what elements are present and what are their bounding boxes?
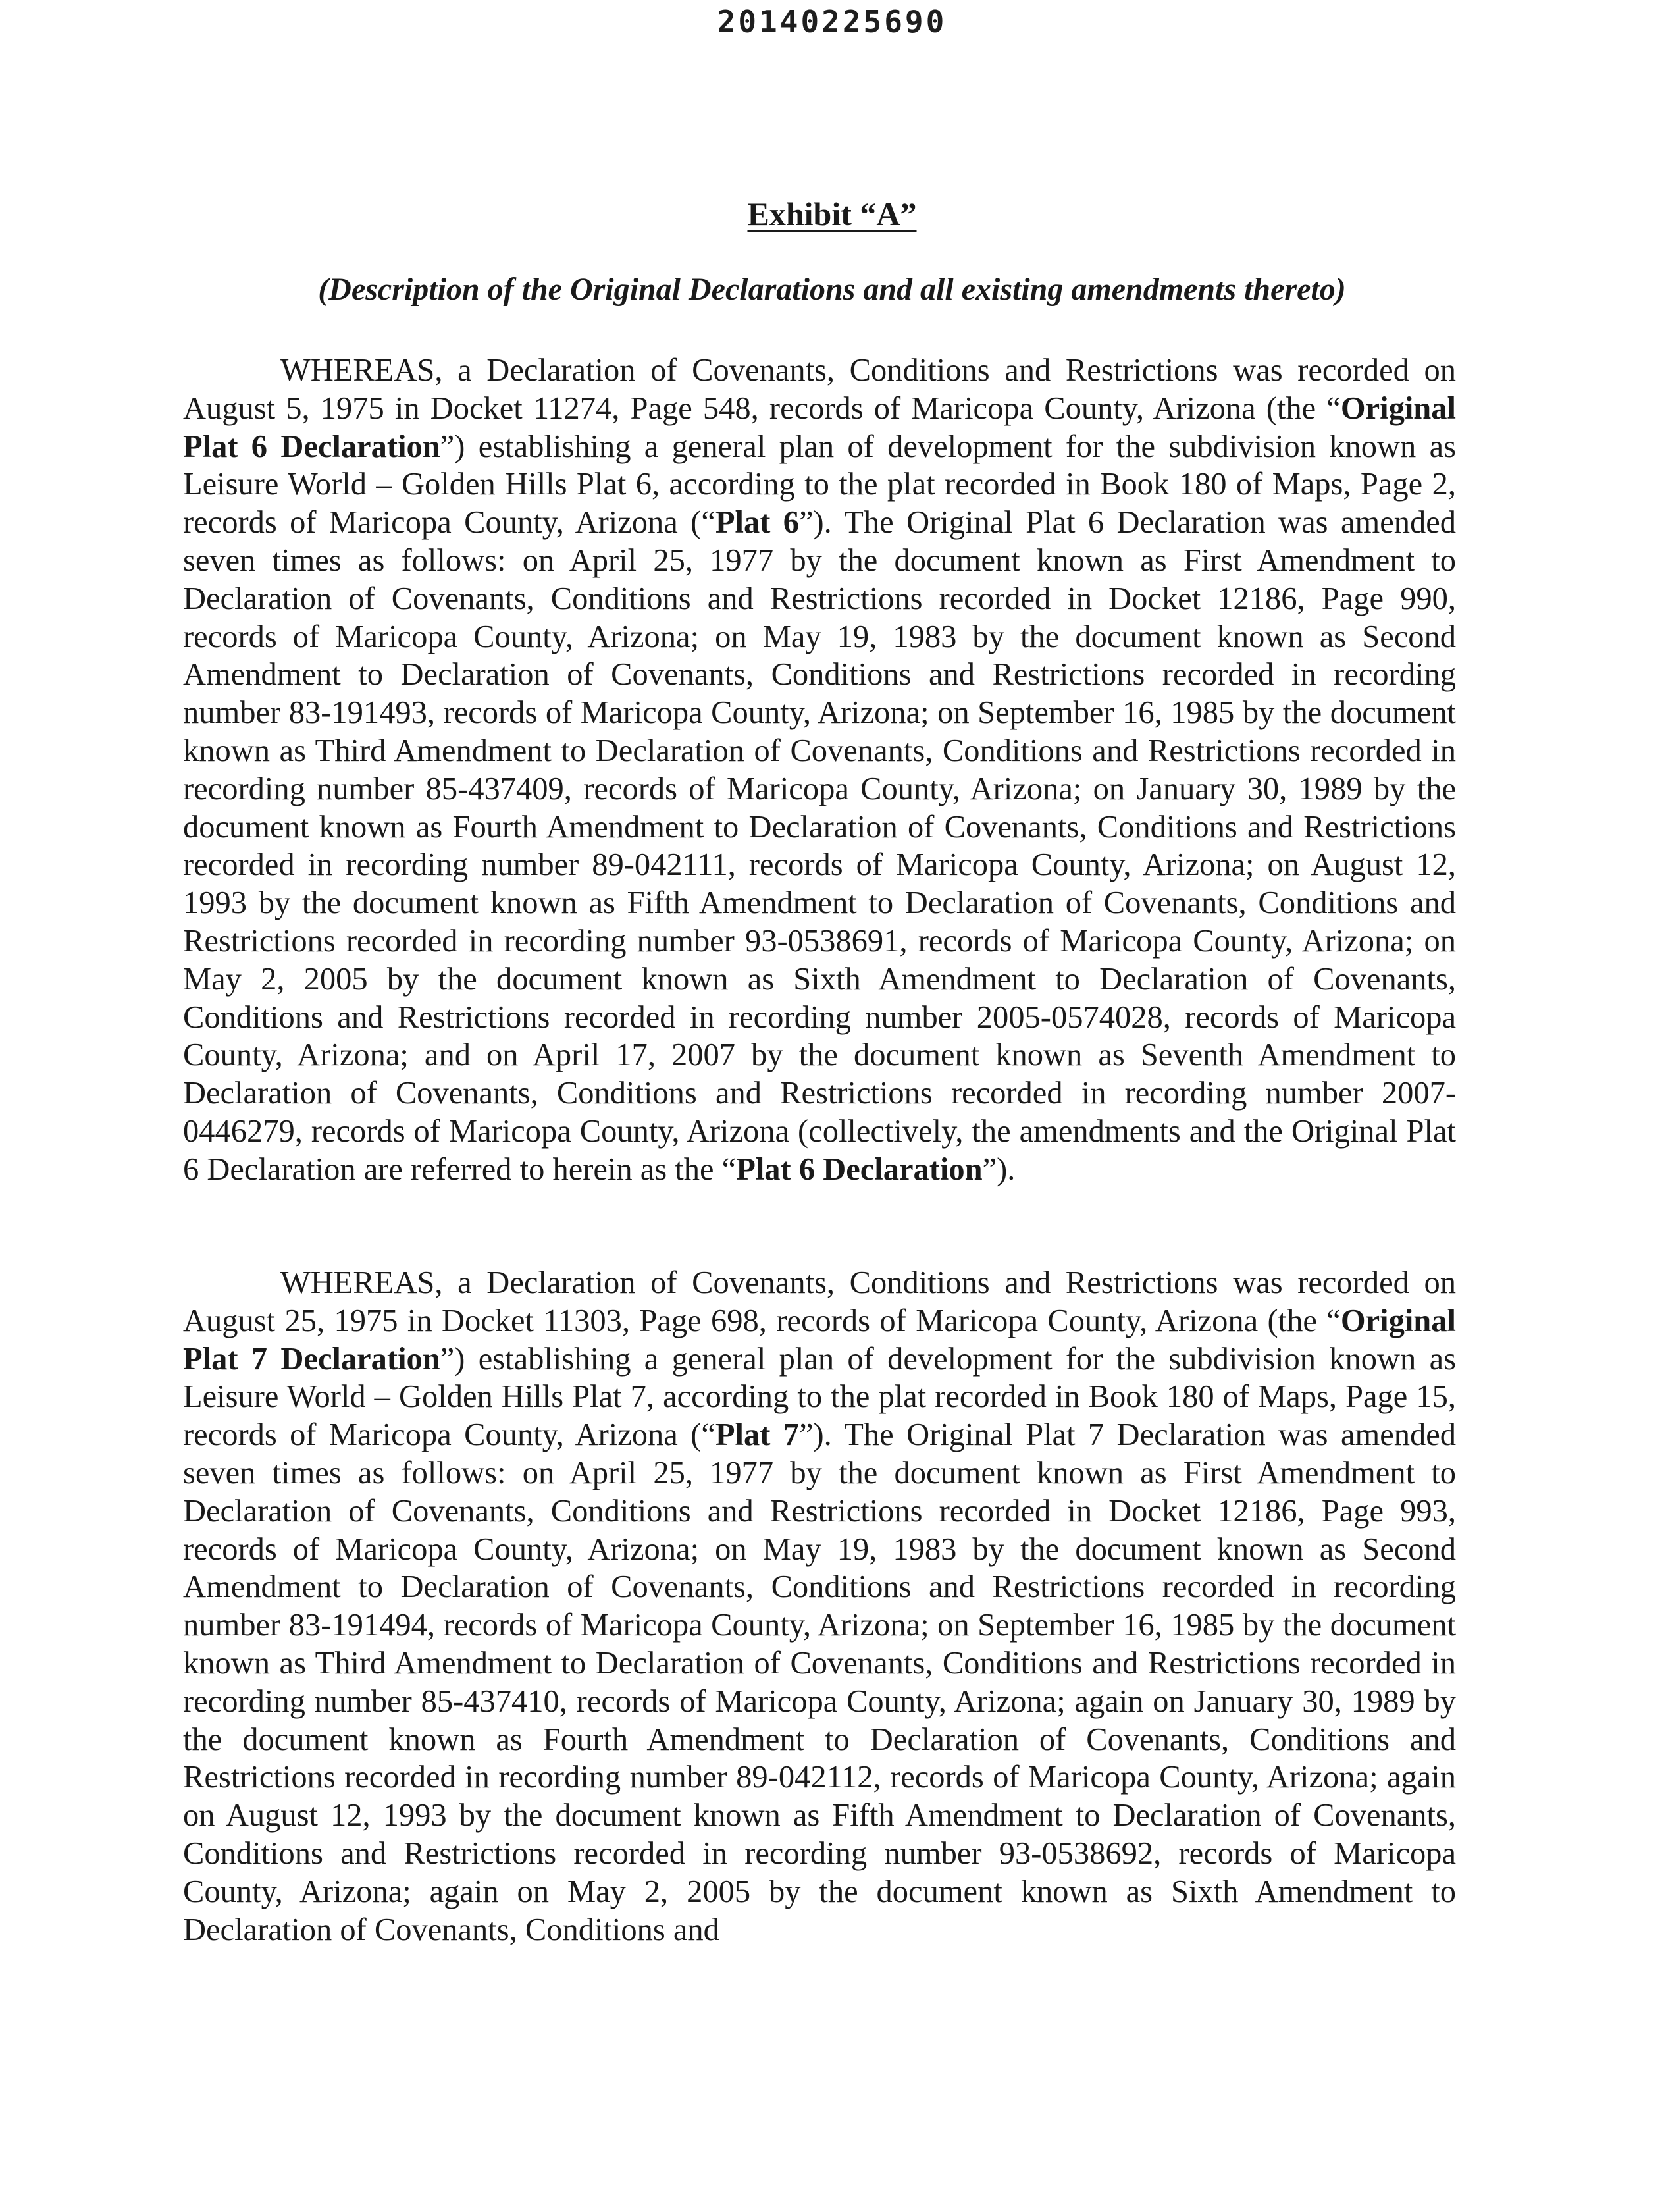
paragraph-text: ”). The Original Plat 6 Declaration was amended seven times as follows: on April 25, 1977 by the document known as First Amendment to Declaration of Covenants, Conditions and Restrictions recorded in Docket 12186, Page 990, records of Maricopa County, Arizona; on May 19, 1983 by the document known as Second Amendment to Declaration of Covenants, Conditions and Restrictions recorded in recording number 83-191493, records of Maricopa County, Arizona; on September 16, 1985 by the document known as Third Amendment to Declaration of Covenants, Conditions and Restrictions recorded in recording number 85-437409, records of Maricopa County, Arizona; on January 30, 1989 by the document known as Fourth Amendment to Declaration of Covenants, Conditions and Restrictions recorded in recording number 89-042111, records of Maricopa County, Arizona; on August 12, 1993 by the document known as Fifth Amendment to Declaration of Covenants, Conditions and Restrictions recorded in recording number 93-0538691, records of Maricopa County, Arizona; on May 2, 2005 by the document known as Sixth Amendment to Declaration of Covenants, Conditions and Restrictions recorded in recording number 2005-0574028, records of Maricopa County, Arizona; and on April 17, 2007 by the document known as Seventh Amendment to Declaration of Covenants, Conditions and Restrictions recorded in recording number 2007-0446279, records of Maricopa County, Arizona (collectively, the amendments and the Original Plat 6 Declaration are referred to herein as the “ [183, 505, 1456, 1187]
paragraph-text: ”). The Original Plat 7 Declaration was amended seven times as follows: on April 25, 1977 by the document known as First Amendment to Declaration of Covenants, Conditions and Restrictions recorded in Docket 12186, Page 993, records of Maricopa County, Arizona; on May 19, 1983 by the document known as Second Amendment to Declaration of Covenants, Conditions and Restrictions recorded in recording number 83-191494, records of Maricopa County, Arizona; on September 16, 1985 by the document known as Third Amendment to Declaration of Covenants, Conditions and Restrictions recorded in recording number 85-437410, records of Maricopa County, Arizona; again on January 30, 1989 by the document known as Fourth Amendment to Declaration of Covenants, Conditions and Restrictions recorded in recording number 89-042112, records of Maricopa County, Arizona; again on August 12, 1993 by the document known as Fifth Amendment to Declaration of Covenants, Conditions and Restrictions recorded in recording number 93-0538692, records of Maricopa County, Arizona; again on May 2, 2005 by the document known as Sixth Amendment to Declaration of Covenants, Conditions and [183, 1417, 1456, 1947]
defined-term: Plat 7 [715, 1417, 799, 1453]
defined-term: Plat 6 Declaration [736, 1151, 983, 1187]
paragraph-plat-7 [183, 1264, 1456, 1949]
defined-term: Original Plat 6 Declaration [183, 390, 1456, 464]
paragraph-text: ”) establishing a general plan of development for the subdivision known as Leisure World – Golden Hills Plat 6, according to the plat recorded in Book 180 of Maps, Page 2, records of Maricopa County, Arizona (“ [183, 429, 1456, 540]
paragraph-text: ”) establishing a general plan of development for the subdivision known as Leisure World – Golden Hills Plat 7, according to the plat recorded in Book 180 of Maps, Page 15, records of Maricopa County, Arizona (“ [183, 1341, 1456, 1453]
defined-term: Original Plat 7 Declaration [183, 1303, 1456, 1377]
exhibit-title: Exhibit “A” [747, 196, 917, 232]
paragraph-text: WHEREAS, a Declaration of Covenants, Conditions and Restrictions was recorded on August 25, 1975 in Docket 11303, Page 698, records of Maricopa County, Arizona (the “ [183, 1265, 1456, 1338]
defined-term: Plat 6 [715, 505, 799, 540]
exhibit-subtitle: (Description of the Original Declarations and all existing amendments thereto) [318, 272, 1346, 307]
paragraph-plat-6 [183, 352, 1456, 1189]
paragraph-text: ”). [982, 1151, 1016, 1187]
paragraph-text: WHEREAS, a Declaration of Covenants, Conditions and Restrictions was recorded on August 5, 1975 in Docket 11274, Page 548, records of Maricopa County, Arizona (the “ [183, 353, 1456, 426]
recording-number-header: 20140225690 [717, 4, 947, 40]
